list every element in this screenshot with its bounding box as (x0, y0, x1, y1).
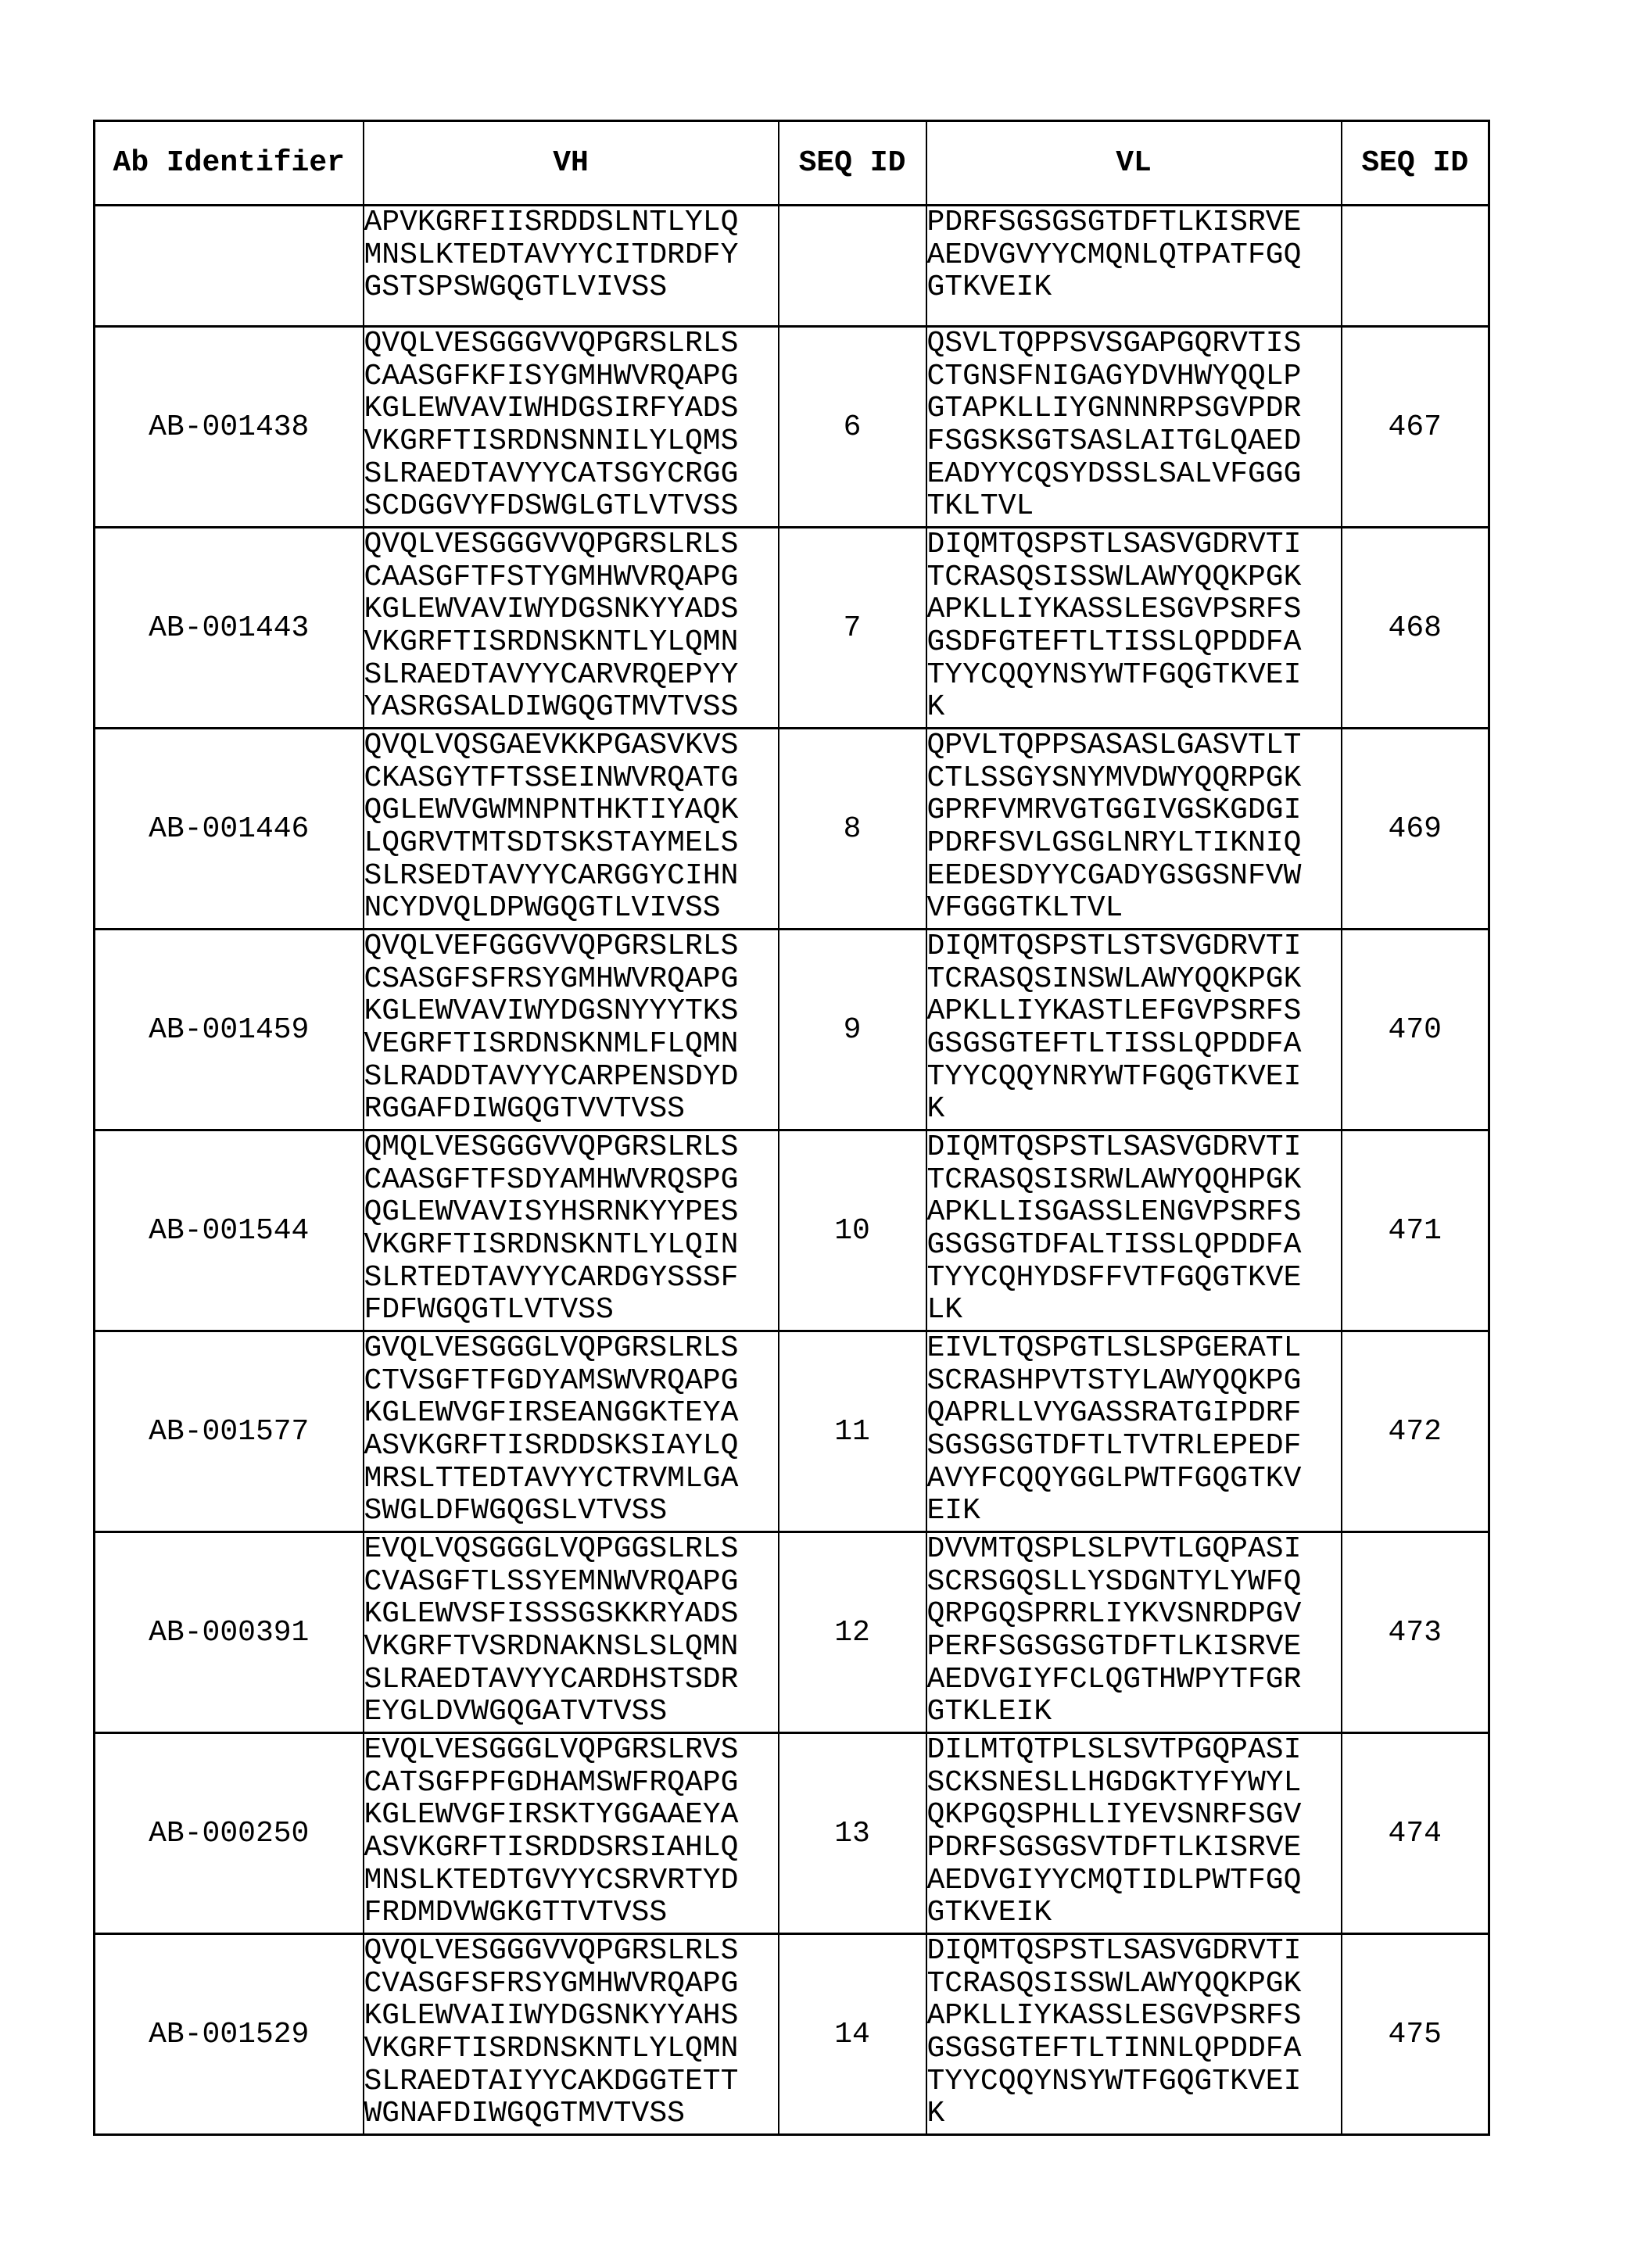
sequence-line: SLRAEDTAVYYCARVRQEPYY (364, 659, 778, 692)
sequence-line: CAASGFTFSTYGMHWVRQAPG (364, 561, 778, 594)
sequence-line: AVYFCQQYGGLPWTFGQGTKV (927, 1463, 1341, 1496)
sequence-line: KGLEWVAIIWYDGSNKYYAHS (364, 2000, 778, 2033)
sequence-line: GPRFVMRVGTGGIVGSKGDGI (927, 794, 1341, 827)
vh-sequence-cell (364, 327, 779, 528)
vh-seq-id-cell: 12 (779, 1532, 926, 1733)
vh-sequence-cell (364, 1130, 779, 1331)
sequence-line: GTKVEIK (927, 1897, 1341, 1929)
ab-identifier-cell: AB-001529 (95, 1934, 364, 2135)
sequence-line: TYYCQQYNSYWTFGQGTKVEI (927, 659, 1341, 692)
sequence-line: SCDGGVYFDSWGLGTLVTVSS (364, 490, 778, 523)
sequence-line: RGGAFDIWGQGTVVTVSS (364, 1093, 778, 1126)
sequence-line: CKASGYTFTSSEINWVRQATG (364, 762, 778, 795)
sequence-line: KGLEWVGFIRSKTYGGAAEYA (364, 1799, 778, 1832)
ab-identifier-cell: AB-000391 (95, 1532, 364, 1733)
vh-seq-id-cell: 11 (779, 1331, 926, 1532)
sequence-line: VEGRFTISRDNSKNMLFLQMN (364, 1028, 778, 1061)
sequence-line: PERFSGSGSGTDFTLKISRVE (927, 1631, 1341, 1664)
vl-sequence-cell (926, 1331, 1342, 1532)
sequence-line: ASVKGRFTISRDDSKSIAYLQ (364, 1430, 778, 1463)
vl-sequence-cell (926, 1130, 1342, 1331)
vl-seq-id-cell: 475 (1342, 1934, 1489, 2135)
header-vh: VH (364, 121, 779, 206)
vl-seq-id-cell: 471 (1342, 1130, 1489, 1331)
sequence-line: K (927, 1093, 1341, 1126)
vl-sequence-cell (926, 1733, 1342, 1934)
sequence-line: QGLEWVGWMNPNTHKTIYAQK (364, 794, 778, 827)
sequence-line: KGLEWVSFISSSGSKKRYADS (364, 1598, 778, 1631)
sequence-line: PDRFSVLGSGLNRYLTIKNIQ (927, 827, 1341, 860)
sequence-line: QRPGQSPRRLIYKVSNRDPGV (927, 1598, 1341, 1631)
sequence-line: CSASGFSFRSYGMHWVRQAPG (364, 963, 778, 996)
sequence-line: K (927, 2098, 1341, 2130)
sequence-line: SCRSGQSLLYSDGNTYLYWFQ (927, 1566, 1341, 1599)
sequence-line: WGNAFDIWGQGTMVTVSS (364, 2098, 778, 2130)
sequence-line: MNSLKTEDTAVYYCITDRDFY (364, 239, 778, 272)
sequence-line: DVVMTQSPLSLPVTLGQPASI (927, 1533, 1341, 1566)
sequence-line: TKLTVL (927, 490, 1341, 523)
vl-seq-id-cell: 468 (1342, 528, 1489, 729)
vl-seq-id-cell: 470 (1342, 930, 1489, 1130)
ab-identifier-cell: AB-001446 (95, 729, 364, 930)
sequence-line: EEDESDYYCGADYGSGSNFVW (927, 860, 1341, 893)
sequence-line: CTGNSFNIGAGYDVHWYQQLP (927, 360, 1341, 393)
sequence-line: SWGLDFWGQGSLVTVSS (364, 1495, 778, 1528)
sequence-line: AEDVGIYFCLQGTHWPYTFGR (927, 1664, 1341, 1696)
sequence-line: KGLEWVAVIWYDGSNKYYADS (364, 593, 778, 626)
sequence-line: NCYDVQLDPWGQGTLVIVSS (364, 892, 778, 925)
table-header-row (95, 121, 1489, 206)
sequence-line: CVASGFSFRSYGMHWVRQAPG (364, 1968, 778, 2001)
vl-sequence-cell (926, 930, 1342, 1130)
ab-identifier-cell: AB-001459 (95, 930, 364, 1130)
ab-identifier-cell: AB-001438 (95, 327, 364, 528)
sequence-line: SLRAEDTAIYYCAKDGGTETT (364, 2065, 778, 2098)
ab-identifier-cell (95, 206, 364, 327)
sequence-line: QKPGQSPHLLIYEVSNRFSGV (927, 1799, 1341, 1832)
sequence-line: PDRFSGSGSVTDFTLKISRVE (927, 1832, 1341, 1865)
sequence-line: QSVLTQPPSVSGAPGQRVTIS (927, 328, 1341, 360)
sequence-line: SLRAEDTAVYYCATSGYCRGG (364, 458, 778, 491)
sequence-line: TCRASQSISRWLAWYQQHPGK (927, 1164, 1341, 1197)
vh-sequence-cell (364, 1532, 779, 1733)
sequence-line: APKLLIYKASSLESGVPSRFS (927, 593, 1341, 626)
sequence-line: EVQLVESGGGLVQPGRSLRVS (364, 1734, 778, 1767)
sequence-line: GVQLVESGGGLVQPGRSLRLS (364, 1332, 778, 1365)
sequence-line: VKGRFTVSRDNAKNSLSLQMN (364, 1631, 778, 1664)
ab-identifier-cell: AB-000250 (95, 1733, 364, 1934)
table-row (95, 1733, 1489, 1934)
sequence-line: QVQLVESGGGVVQPGRSLRLS (364, 328, 778, 360)
vl-sequence-cell (926, 206, 1342, 327)
vl-seq-id-cell (1342, 206, 1489, 327)
ab-identifier-cell: AB-001577 (95, 1331, 364, 1532)
vh-sequence-cell (364, 206, 779, 327)
sequence-line: QMQLVESGGGVVQPGRSLRLS (364, 1131, 778, 1164)
sequence-line: QAPRLLVYGASSRATGIPDRF (927, 1397, 1341, 1430)
sequence-line: LK (927, 1294, 1341, 1327)
sequence-line: QVQLVQSGAEVKKPGASVKVS (364, 729, 778, 762)
sequence-line: QVQLVESGGGVVQPGRSLRLS (364, 1935, 778, 1968)
sequence-line: DIQMTQSPSTLSASVGDRVTI (927, 1131, 1341, 1164)
sequence-line: CVASGFTLSSYEMNWVRQAPG (364, 1566, 778, 1599)
vl-sequence-cell (926, 1934, 1342, 2135)
sequence-line: MRSLTTEDTAVYYCTRVMLGA (364, 1463, 778, 1496)
sequence-line: GTKLEIK (927, 1696, 1341, 1729)
header-ab-identifier: Ab Identifier (95, 121, 364, 206)
table-row (95, 930, 1489, 1130)
vh-seq-id-cell: 8 (779, 729, 926, 930)
sequence-line: EYGLDVWGQGATVTVSS (364, 1696, 778, 1729)
sequence-line: QVQLVEFGGGVVQPGRSLRLS (364, 930, 778, 963)
sequence-line: QPVLTQPPSASASLGASVTLT (927, 729, 1341, 762)
sequence-line: GSGSGTEFTLTINNLQPDDFA (927, 2033, 1341, 2065)
sequence-line: VKGRFTISRDNSKNTLYLQMN (364, 2033, 778, 2065)
sequence-line: GSTSPSWGQGTLVIVSS (364, 271, 778, 304)
sequence-line: FSGSKSGTSASLAITGLQAED (927, 425, 1341, 458)
sequence-line: TYYCQQYNSYWTFGQGTKVEI (927, 2065, 1341, 2098)
sequence-line: EVQLVQSGGGLVQPGGSLRLS (364, 1533, 778, 1566)
vh-sequence-cell (364, 528, 779, 729)
header-vl-seq-id: SEQ ID (1342, 121, 1489, 206)
sequence-line: GTKVEIK (927, 271, 1341, 304)
sequence-line: DIQMTQSPSTLSTSVGDRVTI (927, 930, 1341, 963)
sequence-line: QGLEWVAVISYHSRNKYYPES (364, 1196, 778, 1229)
sequence-line: KGLEWVAVIWHDGSIRFYADS (364, 392, 778, 425)
vh-seq-id-cell: 10 (779, 1130, 926, 1331)
sequence-line: YASRGSALDIWGQGTMVTVSS (364, 691, 778, 724)
sequence-line: GSGSGTEFTLTISSLQPDDFA (927, 1028, 1341, 1061)
sequence-line: ASVKGRFTISRDDSRSIAHLQ (364, 1832, 778, 1865)
sequence-line: GSDFGTEFTLTISSLQPDDFA (927, 626, 1341, 659)
antibody-sequence-table (93, 120, 1490, 2136)
sequence-line: APKLLIYKASTLEFGVPSRFS (927, 995, 1341, 1028)
sequence-line: K (927, 691, 1341, 724)
vl-seq-id-cell: 473 (1342, 1532, 1489, 1733)
sequence-line: SLRAEDTAVYYCARDHSTSDR (364, 1664, 778, 1696)
sequence-line: CTVSGFTFGDYAMSWVRQAPG (364, 1365, 778, 1398)
sequence-line: CATSGFPFGDHAMSWFRQAPG (364, 1767, 778, 1800)
sequence-line: GTAPKLLIYGNNNRPSGVPDR (927, 392, 1341, 425)
table-row (95, 1130, 1489, 1331)
ab-identifier-cell: AB-001544 (95, 1130, 364, 1331)
vh-sequence-cell (364, 1934, 779, 2135)
vh-seq-id-cell (779, 206, 926, 327)
vh-seq-id-cell: 13 (779, 1733, 926, 1934)
vl-sequence-cell (926, 327, 1342, 528)
sequence-line: DIQMTQSPSTLSASVGDRVTI (927, 1935, 1341, 1968)
vh-seq-id-cell: 6 (779, 327, 926, 528)
vh-sequence-cell (364, 930, 779, 1130)
sequence-line: TCRASQSISSWLAWYQQKPGK (927, 1968, 1341, 2001)
table-row (95, 1331, 1489, 1532)
vl-seq-id-cell: 467 (1342, 327, 1489, 528)
vl-seq-id-cell: 469 (1342, 729, 1489, 930)
sequence-line: EIK (927, 1495, 1341, 1528)
vh-sequence-cell (364, 1331, 779, 1532)
sequence-line: EIVLTQSPGTLSLSPGERATL (927, 1332, 1341, 1365)
sequence-line: CAASGFKFISYGMHWVRQAPG (364, 360, 778, 393)
sequence-line: APVKGRFIISRDDSLNTLYLQ (364, 206, 778, 239)
sequence-line: SLRSEDTAVYYCARGGYCIHN (364, 860, 778, 893)
sequence-line: VKGRFTISRDNSKNTLYLQMN (364, 626, 778, 659)
table-row (95, 528, 1489, 729)
sequence-line: KGLEWVGFIRSEANGGKTEYA (364, 1397, 778, 1430)
header-vl: VL (926, 121, 1342, 206)
sequence-line: CTLSSGYSNYMVDWYQQRPGK (927, 762, 1341, 795)
sequence-line: APKLLISGASSLENGVPSRFS (927, 1196, 1341, 1229)
vl-seq-id-cell: 472 (1342, 1331, 1489, 1532)
table-body (95, 206, 1489, 2135)
sequence-line: VKGRFTISRDNSNNILYLQMS (364, 425, 778, 458)
table-row (95, 327, 1489, 528)
vl-seq-id-cell: 474 (1342, 1733, 1489, 1934)
sequence-line: EADYYCQSYDSSLSALVFGGG (927, 458, 1341, 491)
vl-sequence-cell (926, 1532, 1342, 1733)
vh-seq-id-cell: 9 (779, 930, 926, 1130)
vl-sequence-cell (926, 528, 1342, 729)
sequence-line: TYYCQHYDSFFVTFGQGTKVE (927, 1262, 1341, 1295)
vh-sequence-cell (364, 1733, 779, 1934)
header-vh-seq-id: SEQ ID (779, 121, 926, 206)
sequence-line: FDFWGQGTLVTVSS (364, 1294, 778, 1327)
sequence-line: APKLLIYKASSLESGVPSRFS (927, 2000, 1341, 2033)
ab-identifier-cell: AB-001443 (95, 528, 364, 729)
sequence-line: TCRASQSISSWLAWYQQKPGK (927, 561, 1341, 594)
sequence-line: DIQMTQSPSTLSASVGDRVTI (927, 528, 1341, 561)
sequence-line: DILMTQTPLSLSVTPGQPASI (927, 1734, 1341, 1767)
vh-seq-id-cell: 7 (779, 528, 926, 729)
sequence-line: SCRASHPVTSTYLAWYQQKPG (927, 1365, 1341, 1398)
sequence-line: PDRFSGSGSGTDFTLKISRVE (927, 206, 1341, 239)
vh-seq-id-cell: 14 (779, 1934, 926, 2135)
table-row (95, 206, 1489, 327)
sequence-line: LQGRVTMTSDTSKSTAYMELS (364, 827, 778, 860)
sequence-line: CAASGFTFSDYAMHWVRQSPG (364, 1164, 778, 1197)
sequence-line: VKGRFTISRDNSKNTLYLQIN (364, 1229, 778, 1262)
sequence-line: QVQLVESGGGVVQPGRSLRLS (364, 528, 778, 561)
sequence-line: TCRASQSINSWLAWYQQKPGK (927, 963, 1341, 996)
sequence-line: MNSLKTEDTGVYYCSRVRTYD (364, 1865, 778, 1897)
sequence-line: SLRTEDTAVYYCARDGYSSSF (364, 1262, 778, 1295)
table-row (95, 1934, 1489, 2135)
sequence-line: FRDMDVWGKGTTVTVSS (364, 1897, 778, 1929)
sequence-line: KGLEWVAVIWYDGSNYYYTKS (364, 995, 778, 1028)
sequence-line: AEDVGIYYCMQTIDLPWTFGQ (927, 1865, 1341, 1897)
vh-sequence-cell (364, 729, 779, 930)
sequence-line: SLRADDTAVYYCARPENSDYD (364, 1061, 778, 1094)
sequence-line: SCKSNESLLHGDGKTYFYWYL (927, 1767, 1341, 1800)
sequence-line: SGSGSGTDFTLTVTRLEPEDF (927, 1430, 1341, 1463)
vl-sequence-cell (926, 729, 1342, 930)
sequence-line: GSGSGTDFALTISSLQPDDFA (927, 1229, 1341, 1262)
sequence-line: TYYCQQYNRYWTFGQGTKVEI (927, 1061, 1341, 1094)
table-row (95, 1532, 1489, 1733)
table-row (95, 729, 1489, 930)
sequence-line: AEDVGVYYCMQNLQTPATFGQ (927, 239, 1341, 272)
sequence-line: VFGGGTKLTVL (927, 892, 1341, 925)
